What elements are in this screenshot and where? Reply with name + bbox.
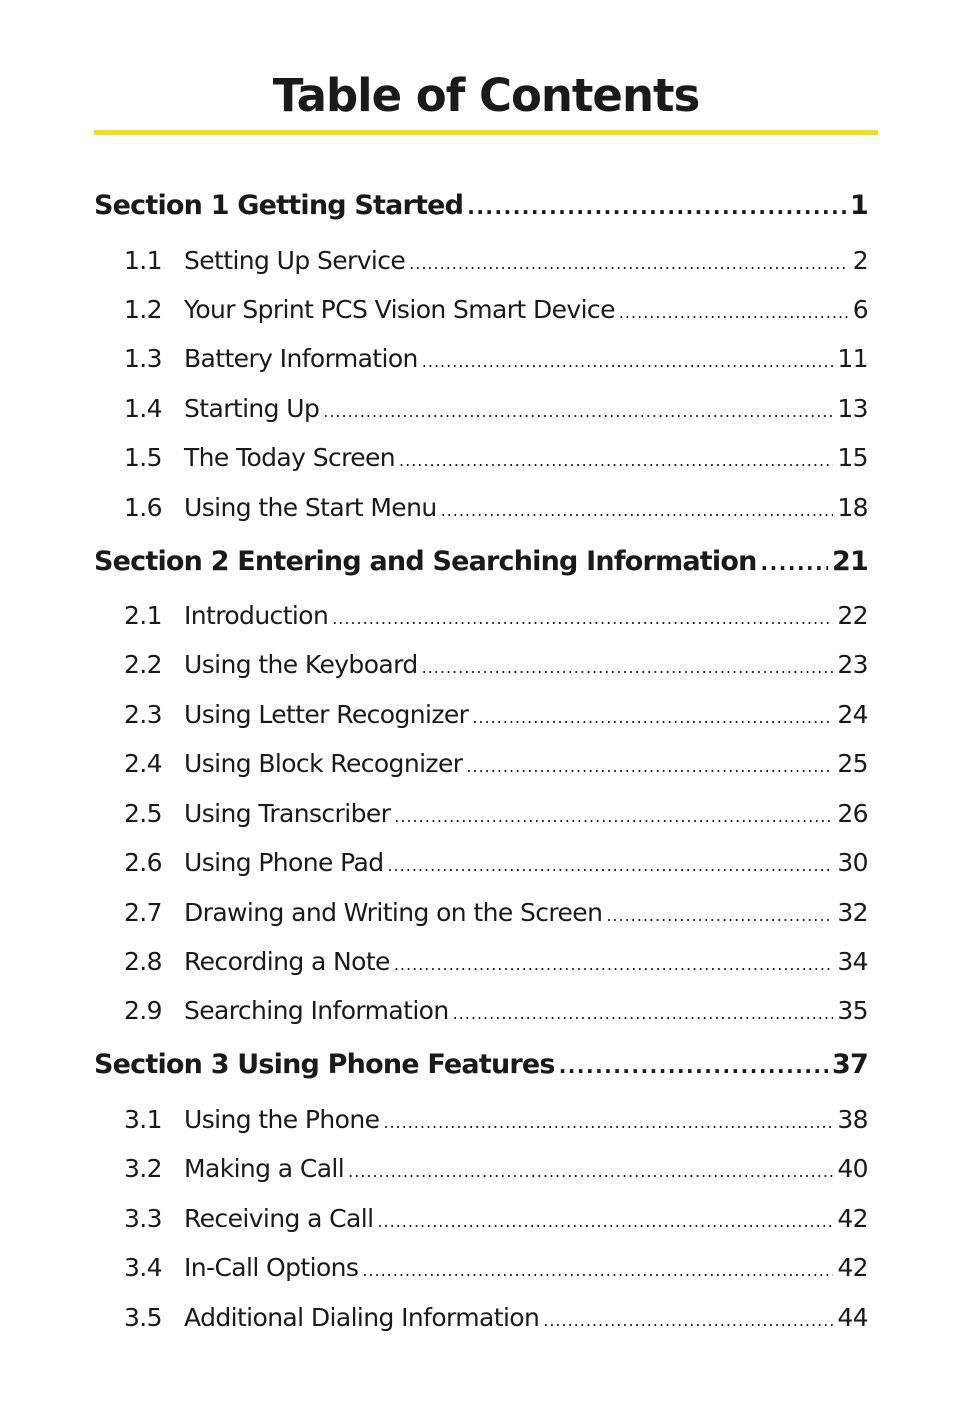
toc-item-2-1[interactable] — [94, 601, 868, 637]
item-page: 34 — [837, 947, 868, 976]
item-label: Setting Up Service — [184, 246, 406, 275]
item-page: 26 — [837, 799, 868, 828]
item-number: 2.6 — [124, 848, 162, 877]
item-label: Battery Information — [184, 344, 418, 373]
item-label: Using Block Recognizer — [184, 749, 463, 778]
dot-leader — [394, 799, 833, 828]
item-label: Using Transcriber — [184, 799, 391, 828]
dot-leader — [472, 700, 833, 729]
item-number: 2.3 — [124, 700, 162, 729]
item-label: Your Sprint PCS Vision Smart Device — [184, 295, 615, 324]
toc-item-2-8[interactable] — [94, 947, 868, 983]
toc-item-1-3[interactable] — [94, 344, 868, 380]
page-title: Table of Contents — [272, 69, 700, 122]
dot-leader — [399, 443, 833, 472]
item-page: 24 — [837, 700, 868, 729]
item-number: 2.5 — [124, 799, 162, 828]
item-number: 3.5 — [124, 1303, 162, 1332]
section-page: 21 — [832, 546, 868, 577]
item-label: Using the Phone — [184, 1105, 380, 1134]
item-label: Recording a Note — [184, 947, 390, 976]
item-page: 15 — [837, 443, 868, 472]
dot-leader — [441, 493, 834, 522]
toc-item-3-1[interactable] — [94, 1105, 868, 1141]
toc-item-2-5[interactable] — [94, 799, 868, 835]
section-label: Section 2 Entering and Searching Information — [94, 546, 757, 577]
dot-leader — [466, 749, 833, 778]
dot-leader — [409, 246, 849, 275]
toc-item-1-1[interactable] — [94, 246, 868, 282]
item-label: Introduction — [184, 601, 329, 630]
item-page: 13 — [837, 394, 868, 423]
toc-item-2-2[interactable] — [94, 650, 868, 686]
item-number: 2.4 — [124, 749, 162, 778]
item-number: 3.2 — [124, 1154, 162, 1183]
item-number: 2.7 — [124, 898, 162, 927]
dot-leader — [606, 898, 833, 927]
item-page: 18 — [837, 493, 868, 522]
toc-item-2-7[interactable] — [94, 898, 868, 934]
item-page: 2 — [852, 246, 868, 275]
dot-leader — [559, 1049, 828, 1080]
item-number: 3.3 — [124, 1204, 162, 1233]
toc-item-2-3[interactable] — [94, 700, 868, 736]
dot-leader — [348, 1154, 833, 1183]
dot-leader — [377, 1204, 833, 1233]
section-page: 1 — [850, 190, 868, 221]
item-number: 1.6 — [124, 493, 162, 522]
item-number: 3.4 — [124, 1253, 162, 1282]
item-page: 32 — [837, 898, 868, 927]
item-number: 1.4 — [124, 394, 162, 423]
item-label: Using Letter Recognizer — [184, 700, 469, 729]
toc-item-1-5[interactable] — [94, 443, 868, 479]
toc-item-3-2[interactable] — [94, 1154, 868, 1190]
item-page: 40 — [837, 1154, 868, 1183]
section-label: Section 3 Using Phone Features — [94, 1049, 555, 1080]
toc-item-2-6[interactable] — [94, 848, 868, 884]
dot-leader — [543, 1303, 833, 1332]
dot-leader — [453, 996, 834, 1025]
item-page: 22 — [837, 601, 868, 630]
item-page: 38 — [837, 1105, 868, 1134]
item-label: Searching Information — [184, 996, 449, 1025]
item-label: Additional Dialing Information — [184, 1303, 540, 1332]
toc-item-3-4[interactable] — [94, 1253, 868, 1289]
item-label: Making a Call — [184, 1154, 345, 1183]
item-page: 42 — [837, 1204, 868, 1233]
item-label: Using the Start Menu — [184, 493, 437, 522]
item-number: 2.1 — [124, 601, 162, 630]
item-label: The Today Screen — [184, 443, 396, 472]
section-label: Section 1 Getting Started — [94, 190, 464, 221]
item-page: 42 — [837, 1253, 868, 1282]
dot-leader — [422, 344, 834, 373]
toc-item-2-9[interactable] — [94, 996, 868, 1032]
toc-section-2[interactable] — [94, 546, 868, 586]
dot-leader — [467, 190, 846, 221]
toc-section-1[interactable] — [94, 190, 868, 230]
item-page: 23 — [837, 650, 868, 679]
item-page: 35 — [837, 996, 868, 1025]
item-label: Drawing and Writing on the Screen — [184, 898, 603, 927]
item-number: 2.9 — [124, 996, 162, 1025]
dot-leader — [383, 1105, 833, 1134]
dot-leader — [362, 1253, 833, 1282]
item-number: 3.1 — [124, 1105, 162, 1134]
dot-leader — [394, 947, 834, 976]
item-number: 1.5 — [124, 443, 162, 472]
toc-item-3-3[interactable] — [94, 1204, 868, 1240]
toc-item-2-4[interactable] — [94, 749, 868, 785]
item-page: 6 — [852, 295, 868, 324]
item-page: 11 — [837, 344, 868, 373]
item-number: 2.2 — [124, 650, 162, 679]
item-label: Receiving a Call — [184, 1204, 374, 1233]
toc-item-1-4[interactable] — [94, 394, 868, 430]
section-page: 37 — [832, 1049, 868, 1080]
dot-leader — [619, 295, 849, 324]
toc-section-3[interactable] — [94, 1049, 868, 1089]
item-label: In-Call Options — [184, 1253, 359, 1282]
dot-leader — [323, 394, 833, 423]
dot-leader — [387, 848, 833, 877]
dot-leader — [332, 601, 833, 630]
dot-leader — [761, 546, 828, 577]
item-number: 1.2 — [124, 295, 162, 324]
toc-item-3-5[interactable] — [94, 1303, 868, 1339]
item-label: Starting Up — [184, 394, 320, 423]
item-page: 30 — [837, 848, 868, 877]
item-page: 44 — [837, 1303, 868, 1332]
toc-item-1-6[interactable] — [94, 493, 868, 529]
item-label: Using the Keyboard — [184, 650, 418, 679]
item-number: 1.1 — [124, 246, 162, 275]
title-rule — [94, 130, 878, 135]
item-label: Using Phone Pad — [184, 848, 384, 877]
item-number: 2.8 — [124, 947, 162, 976]
item-page: 25 — [837, 749, 868, 778]
dot-leader — [422, 650, 834, 679]
toc-item-1-2[interactable] — [94, 295, 868, 331]
item-number: 1.3 — [124, 344, 162, 373]
